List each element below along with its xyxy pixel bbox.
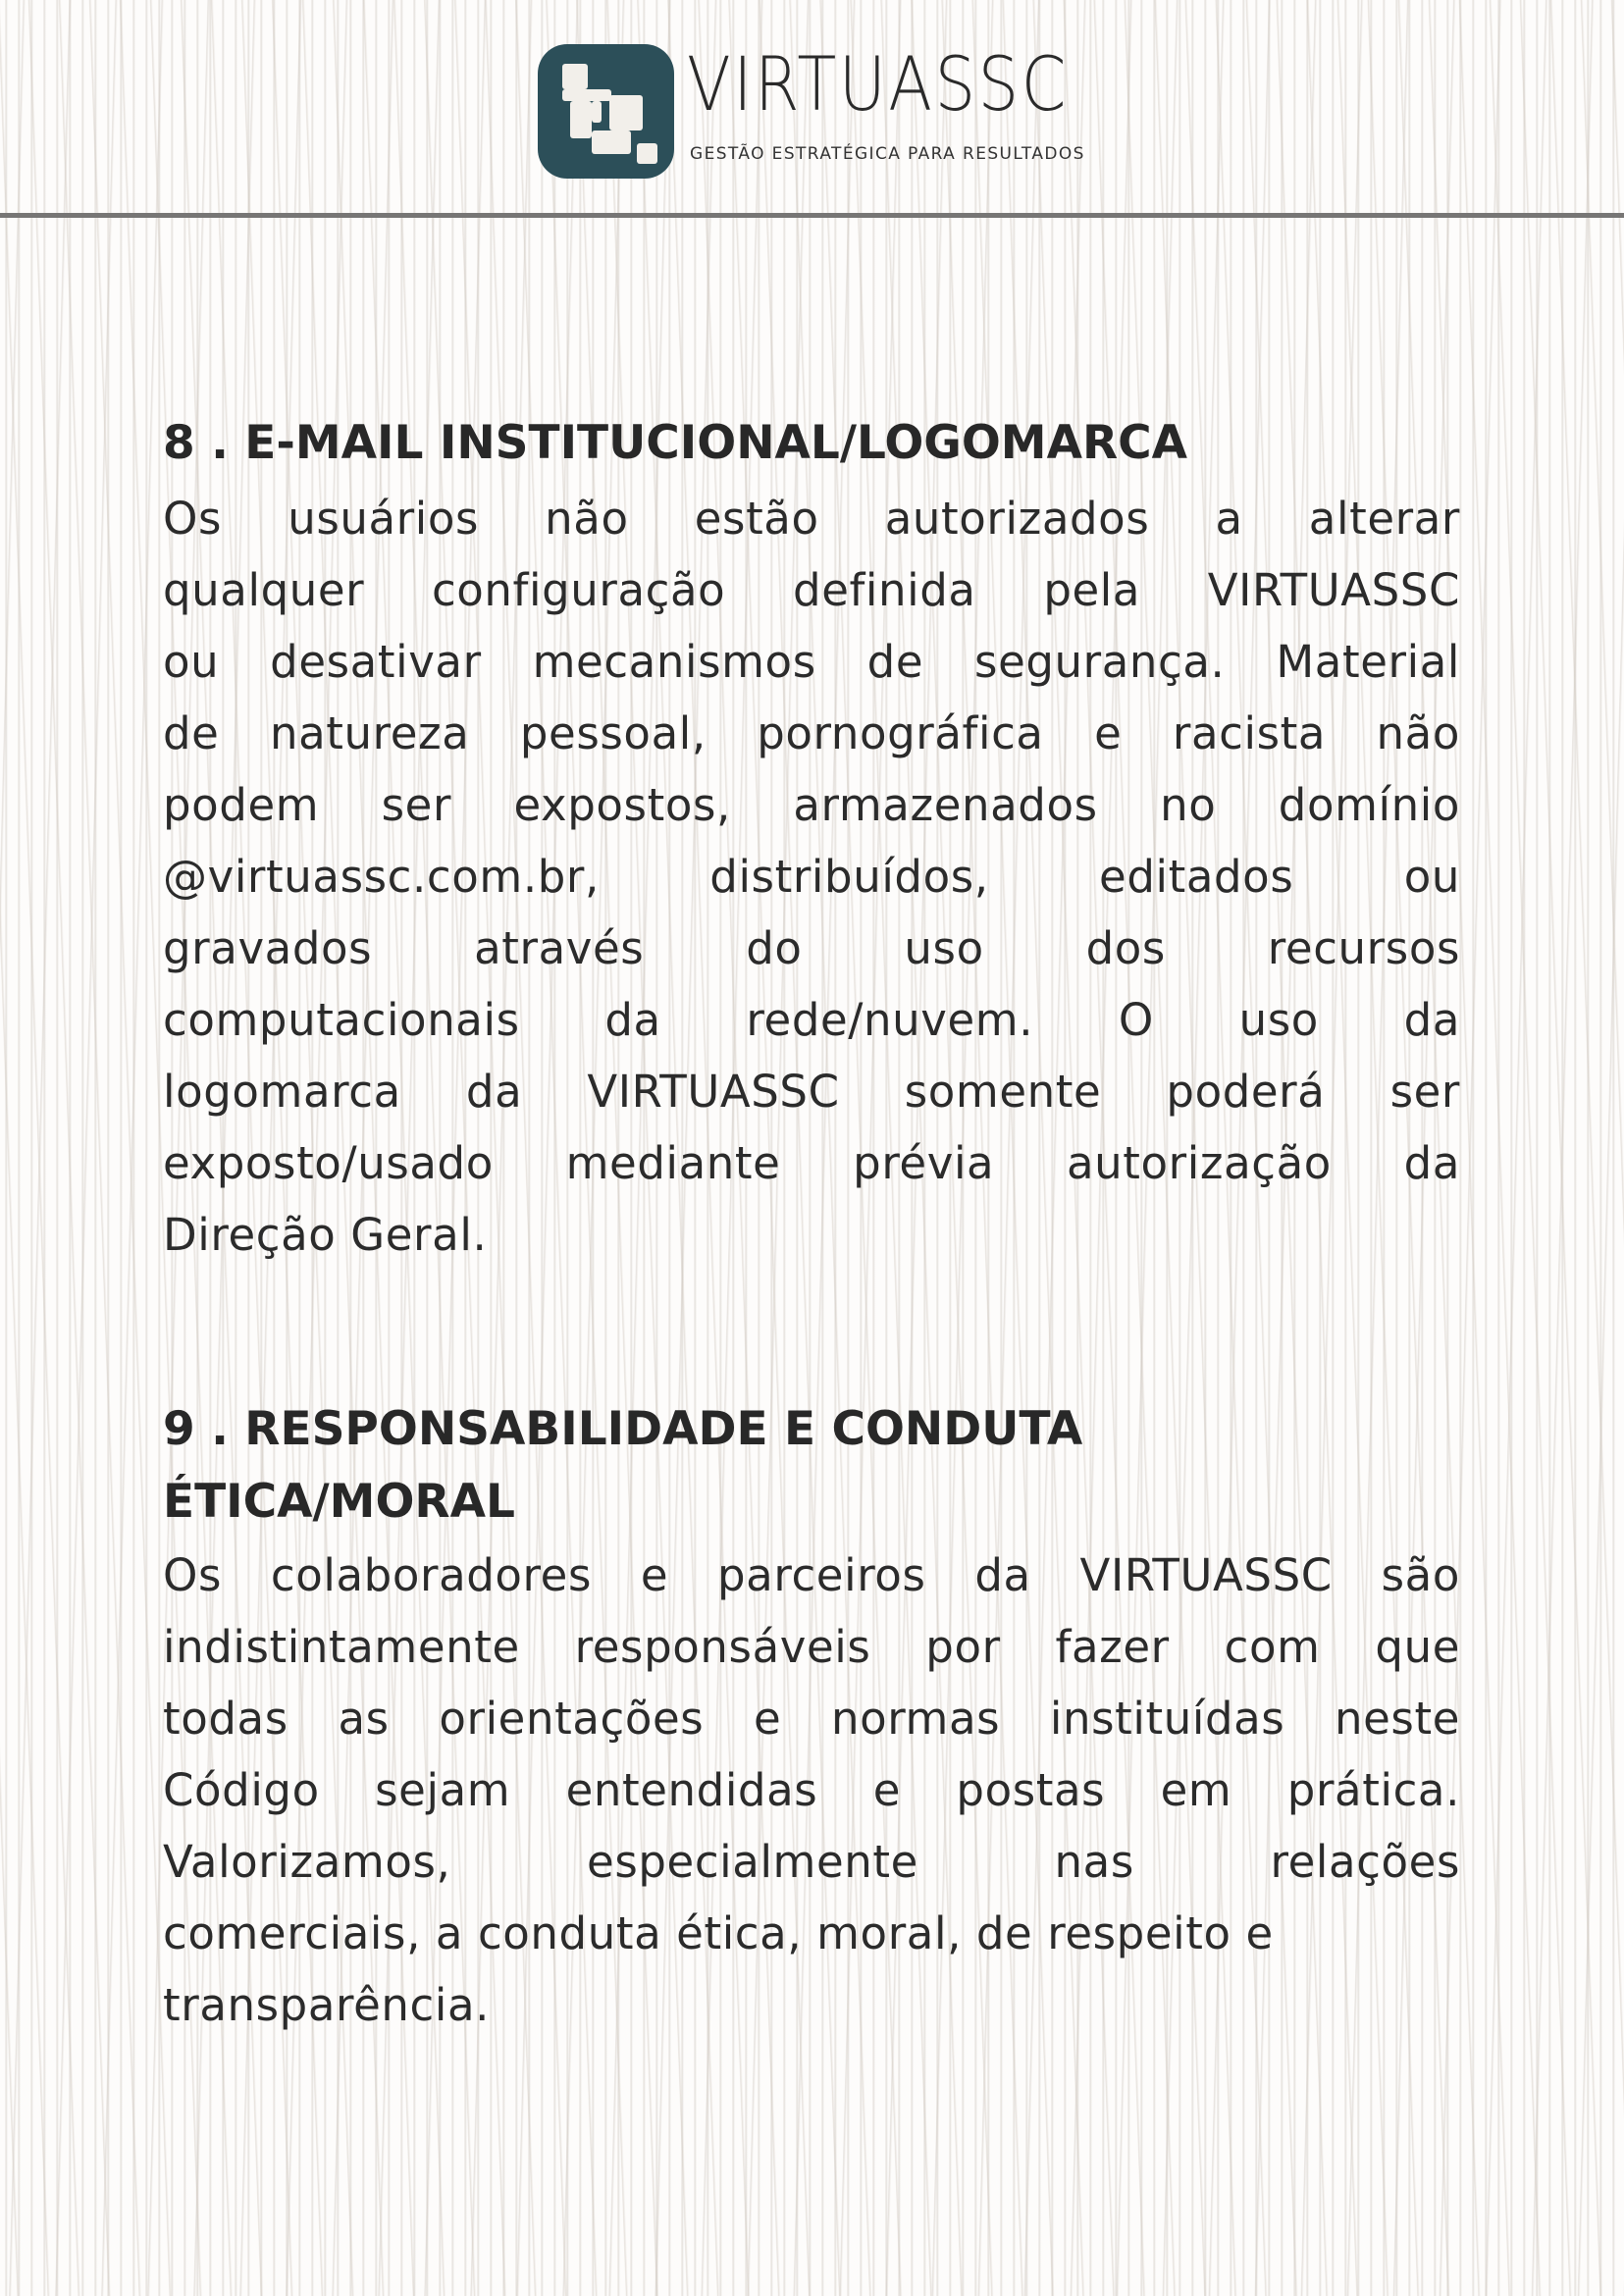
- section-8-line: logomarca da VIRTUASSC somente poderá ser: [163, 1066, 1460, 1118]
- section-9-line: comerciais, a conduta ética, moral, de respeito e: [163, 1907, 1274, 1959]
- section-9-heading-cont: ÉTICA/MORAL: [163, 1475, 515, 1529]
- section-8-line: exposto/usado mediante prévia autorização da: [163, 1137, 1460, 1189]
- brand-tagline: GESTÃO ESTRATÉGICA PARA RESULTADOS: [690, 144, 1085, 164]
- section-8-line: gravados através do uso dos recursos: [163, 922, 1460, 974]
- section-9-line: todas as orientações e normas instituídas neste: [163, 1693, 1460, 1745]
- section-9-heading: 9 . RESPONSABILIDADE E CONDUTA: [163, 1402, 1083, 1456]
- section-8-heading: 8 . E-MAIL INSTITUCIONAL/LOGOMARCA: [163, 416, 1188, 470]
- section-8-line: de natureza pessoal, pornográfica e racista não: [163, 707, 1460, 759]
- section-8-line: podem ser expostos, armazenados no domínio: [163, 779, 1460, 831]
- section-9-line: Valorizamos, especialmente nas relações: [163, 1836, 1460, 1888]
- section-9-line: indistintamente responsáveis por fazer com que: [163, 1621, 1460, 1673]
- brand-name: VIRTUASSC: [687, 40, 1069, 128]
- section-9-line: Código sejam entendidas e postas em prática.: [163, 1764, 1460, 1816]
- section-8-line: @virtuassc.com.br, distribuídos, editados ou: [163, 851, 1460, 903]
- section-9-line: Os colaboradores e parceiros da VIRTUASSC são: [163, 1549, 1460, 1601]
- section-8-line: qualquer configuração definida pela VIRTUASSC: [163, 564, 1460, 616]
- header-divider: [0, 213, 1624, 218]
- section-9-line: transparência.: [163, 1979, 491, 2031]
- pixel-blocks-logo-icon: [538, 44, 674, 179]
- section-8-line: Direção Geral.: [163, 1209, 488, 1261]
- section-8-line: Os usuários não estão autorizados a alterar: [163, 493, 1460, 545]
- section-8-line: ou desativar mecanismos de segurança. Material: [163, 636, 1460, 688]
- page-header: [0, 0, 1624, 218]
- section-8-line: computacionais da rede/nuvem. O uso da: [163, 994, 1460, 1046]
